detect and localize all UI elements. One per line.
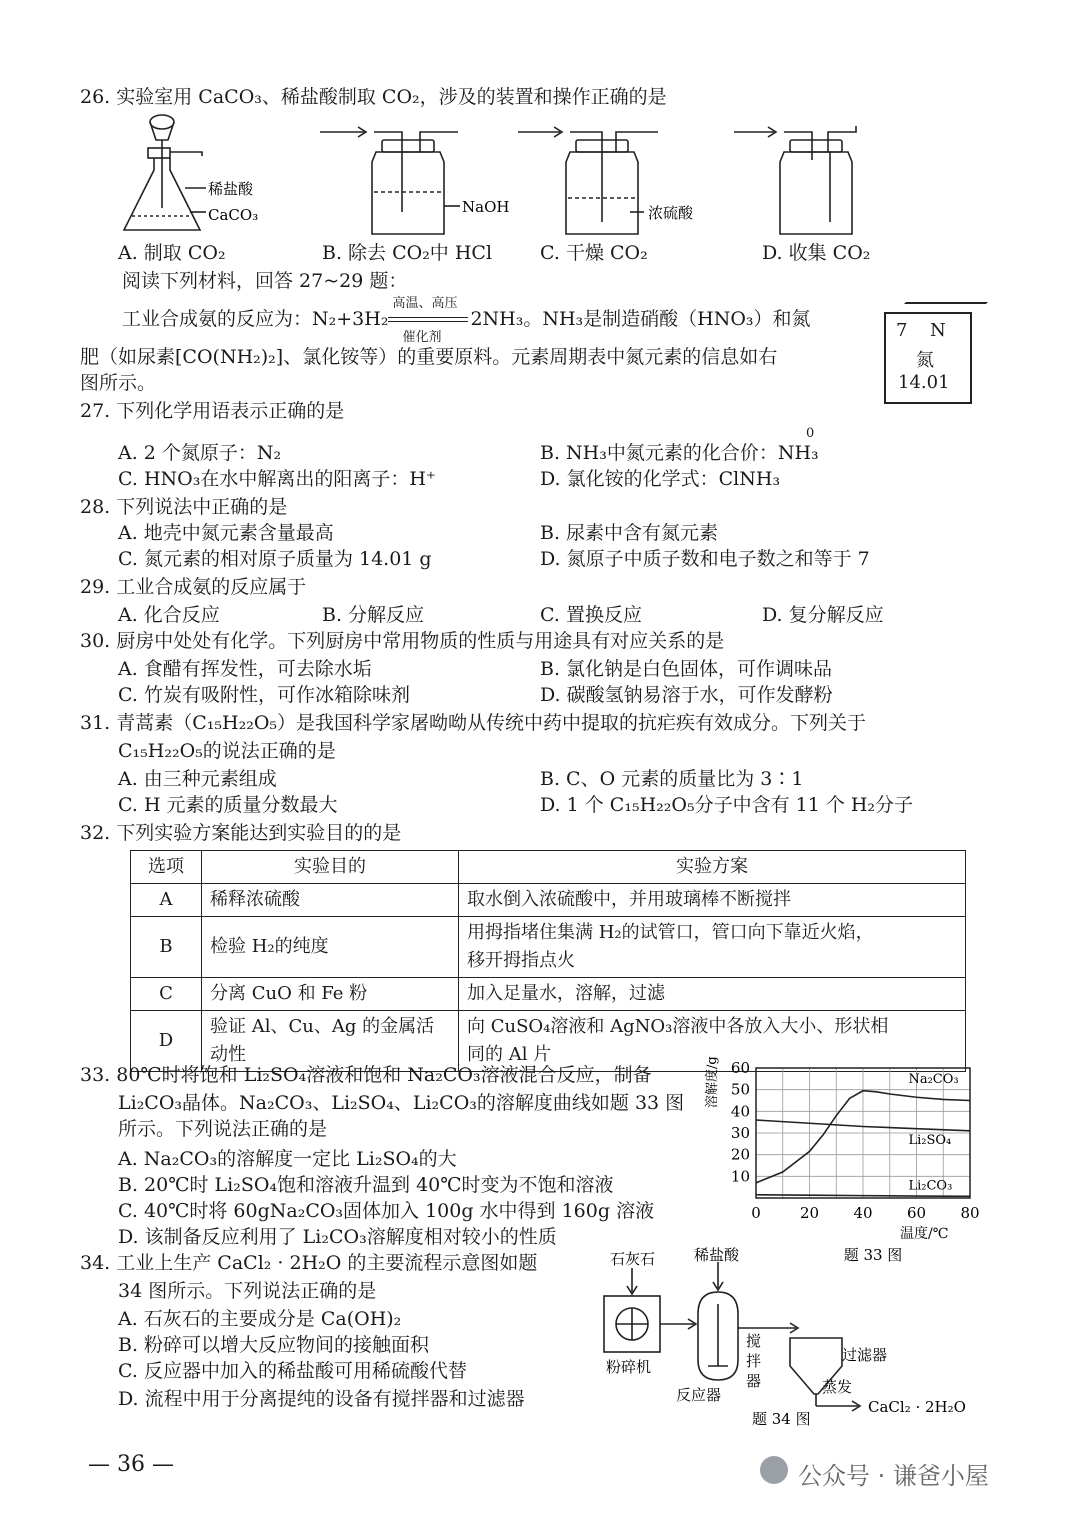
q29-option-d: D. 复分解反应 — [762, 604, 884, 626]
row-c-option: C — [131, 978, 202, 1011]
row-b-goal: 检验 H₂的纯度 — [202, 917, 459, 978]
element-symbol: N — [930, 320, 946, 341]
table-row — [131, 978, 966, 1011]
row-d-plan-line1: 向 CuSO₄溶液和 AgNO₃溶液中各放入大小、形状相 — [467, 1016, 889, 1037]
q31-stem-line1: 31. 青蒿素（C₁₅H₂₂O₅）是我国科学家屠呦呦从传统中药中提取的抗疟疾有效成分。下列关于 — [80, 712, 867, 734]
equation-left: 工业合成氨的反应为：N₂+3H₂ — [122, 308, 389, 330]
y-tick-label: 20 — [730, 1145, 750, 1164]
label-stirrer-2: 拌 — [746, 1352, 762, 1370]
series-label: Na₂CO₃ — [908, 1072, 959, 1088]
row-b-plan-line1: 用拇指堵住集满 H₂的试管口，管口向下靠近火焰， — [467, 922, 874, 943]
row-b-plan-line2: 移开拇指点火 — [467, 950, 575, 971]
y-tick-label: 50 — [730, 1080, 750, 1099]
x-axis-label: 温度/℃ — [900, 1226, 949, 1242]
reading-line1 — [122, 296, 811, 345]
q26-stem: 26. 实验室用 CaCO₃、稀盐酸制取 CO₂，涉及的装置和操作正确的是 — [80, 86, 667, 108]
q33-option-a: A. Na₂CO₃的溶解度一定比 Li₂SO₄的大 — [118, 1148, 457, 1170]
series-line — [756, 1195, 970, 1197]
y-tick-label: 30 — [730, 1124, 750, 1142]
element-mass: 14.01 — [898, 372, 950, 393]
x-tick-label: 0 — [751, 1204, 761, 1222]
q31-stem-line2: C₁₅H₂₂O₅的说法正确的是 — [118, 740, 336, 762]
label-evaporate: 蒸发 — [822, 1378, 853, 1396]
q30-option-b: B. 氯化钠是白色固体，可作调味品 — [540, 658, 833, 680]
q29-stem: 29. 工业合成氨的反应属于 — [80, 576, 307, 598]
header-plan: 实验方案 — [459, 851, 966, 884]
q32-plan-table — [130, 850, 966, 1072]
row-c-plan: 加入足量水，溶解，过滤 — [459, 978, 966, 1011]
q31-option-a: A. 由三种元素组成 — [118, 768, 277, 790]
y-tick-label: 10 — [730, 1167, 750, 1186]
condition-bottom: 催化剂 — [402, 330, 442, 345]
row-d-option: D — [131, 1011, 202, 1072]
reading-line3: 图所示。 — [80, 372, 157, 394]
q33-option-b: B. 20℃时 Li₂SO₄饱和溶液升温到 40℃时变为不饱和溶液 — [118, 1174, 614, 1196]
valence-mark: 0 — [806, 426, 815, 441]
x-tick-label: 60 — [906, 1204, 927, 1222]
q27-option-a: A. 2 个氮原子：N₂ — [118, 442, 282, 464]
wechat-icon — [760, 1456, 788, 1484]
row-d-plan-line2: 同的 Al 片 — [467, 1044, 552, 1065]
reading-intro: 阅读下列材料，回答 27~29 题： — [122, 270, 408, 292]
element-name: 氮 — [916, 350, 934, 371]
reading-line2: 肥（如尿素[CO(NH₂)₂]、氯化铵等）的重要原料。元素周期表中氮元素的信息如右 — [80, 346, 778, 368]
q26-option-d: D. 收集 CO₂ — [762, 242, 871, 264]
label-crusher: 粉碎机 — [606, 1358, 652, 1376]
q34-option-b: B. 粉碎可以增大反应物间的接触面积 — [118, 1334, 430, 1356]
q30-option-a: A. 食醋有挥发性，可去除水垢 — [118, 658, 372, 680]
y-axis-label: 溶解度/g — [705, 1056, 720, 1108]
q26-apparatus-figure — [110, 112, 980, 244]
q26-option-b: B. 除去 CO₂中 HCl — [322, 242, 493, 264]
chart-title: 题 33 图 — [843, 1246, 903, 1264]
q31-option-c: C. H 元素的质量分数最大 — [118, 794, 338, 816]
q33-option-d: D. 该制备反应利用了 Li₂CO₃溶解度相对较小的性质 — [118, 1226, 557, 1248]
q31-option-b: B. C、O 元素的质量比为 3∶1 — [540, 768, 804, 790]
q27-option-d: D. 氯化铵的化学式：ClNH₃ — [540, 468, 781, 490]
q27-option-b: B. NH₃中氮元素的化合价：NH₃ — [540, 442, 819, 464]
label-naoh: NaOH — [462, 198, 510, 216]
equals-line-bottom — [388, 321, 468, 322]
header-goal: 实验目的 — [202, 851, 459, 884]
y-tick-label: 40 — [730, 1102, 750, 1121]
x-tick-label: 20 — [799, 1204, 820, 1222]
row-c-goal: 分离 CuO 和 Fe 粉 — [202, 978, 459, 1011]
q34-flow-diagram — [596, 1248, 986, 1428]
page-number: — 36 — — [88, 1452, 174, 1477]
q28-stem: 28. 下列说法中正确的是 — [80, 496, 288, 518]
q30-option-d: D. 碳酸氢钠易溶于水，可作发酵粉 — [540, 684, 833, 706]
row-d-goal-line1: 验证 Al、Cu、Ag 的金属活 — [210, 1016, 435, 1037]
q32-stem: 32. 下列实验方案能达到实验目的的是 — [80, 822, 402, 844]
series-label: Li₂SO₄ — [908, 1132, 952, 1148]
label-caco3: CaCO₃ — [208, 206, 259, 224]
row-b-option: B — [131, 917, 202, 978]
table-row — [131, 884, 966, 917]
q27-stem: 27. 下列化学用语表示正确的是 — [80, 400, 345, 422]
row-a-goal: 稀释浓硫酸 — [202, 884, 459, 917]
element-number: 7 — [896, 320, 908, 341]
equation-right: 2NH₃。NH₃是制造硝酸（HNO₃）和氮 — [470, 308, 811, 330]
q28-option-a: A. 地壳中氮元素含量最高 — [118, 522, 334, 544]
q34-stem-line1: 34. 工业上生产 CaCl₂ · 2H₂O 的主要流程示意图如题 — [80, 1252, 538, 1274]
q33-stem-line3: 所示。下列说法正确的是 — [118, 1118, 328, 1140]
q33-stem-line2: Li₂CO₃晶体。Na₂CO₃、Li₂SO₄、Li₂CO₃的溶解度曲线如题 33 图 — [118, 1092, 685, 1114]
cube-top-edge — [894, 302, 988, 314]
q31-option-d: D. 1 个 C₁₅H₂₂O₅分子中含有 11 个 H₂分子 — [540, 794, 914, 816]
x-tick-label: 40 — [853, 1204, 873, 1222]
q28-option-c: C. 氮元素的相对原子质量为 14.01 g — [118, 548, 432, 570]
q34-option-d: D. 流程中用于分离提纯的设备有搅拌器和过滤器 — [118, 1388, 525, 1410]
figure-34-caption: 题 34 图 — [752, 1410, 811, 1428]
header-option: 选项 — [131, 851, 202, 884]
q28-option-b: B. 尿素中含有氮元素 — [540, 522, 719, 544]
q29-option-c: C. 置换反应 — [540, 604, 642, 626]
q29-option-b: B. 分解反应 — [322, 604, 425, 626]
label-product: CaCl₂ · 2H₂O — [868, 1398, 966, 1416]
row-d-goal-line2: 动性 — [210, 1044, 246, 1065]
row-a-plan: 取水倒入浓硫酸中，并用玻璃棒不断搅拌 — [459, 884, 966, 917]
row-a-option: A — [131, 884, 202, 917]
label-conc-h2so4: 浓硫酸 — [648, 204, 694, 222]
row-b-plan — [459, 917, 966, 978]
watermark: 公众号 · 谦爸小屋 — [798, 1462, 989, 1490]
q33-option-c: C. 40℃时将 60gNa₂CO₃固体加入 100g 水中得到 160g 溶液 — [118, 1200, 655, 1222]
q26-option-a: A. 制取 CO₂ — [118, 242, 226, 264]
reaction-condition — [388, 296, 470, 345]
table-row — [131, 917, 966, 978]
table-header-row — [131, 851, 966, 884]
nitrogen-element-card — [884, 312, 972, 404]
label-reactor: 反应器 — [676, 1386, 722, 1404]
q28-option-d: D. 氮原子中质子数和电子数之和等于 7 — [540, 548, 870, 570]
label-limestone: 石灰石 — [610, 1250, 656, 1268]
label-dilute-hcl: 稀盐酸 — [208, 180, 254, 198]
q33-stem-line1: 33. 80℃时将饱和 Li₂SO₄溶液和饱和 Na₂CO₃溶液混合反应，制备 — [80, 1064, 652, 1086]
q26-option-c: C. 干燥 CO₂ — [540, 242, 648, 264]
condition-top: 高温、高压 — [392, 296, 458, 311]
q30-stem: 30. 厨房中处处有化学。下列厨房中常用物质的性质与用途具有对应关系的是 — [80, 630, 725, 652]
q30-option-c: C. 竹炭有吸附性，可作冰箱除味剂 — [118, 684, 410, 706]
x-tick-label: 80 — [960, 1204, 980, 1222]
q34-option-a: A. 石灰石的主要成分是 Ca(OH)₂ — [118, 1308, 402, 1330]
label-filter: 过滤器 — [842, 1346, 888, 1364]
q34-option-c: C. 反应器中加入的稀盐酸可用稀硫酸代替 — [118, 1360, 467, 1382]
q29-option-a: A. 化合反应 — [118, 604, 220, 626]
series-label: Li₂CO₃ — [908, 1178, 953, 1194]
y-tick-label: 60 — [730, 1059, 750, 1077]
label-stirrer-3: 器 — [746, 1372, 762, 1390]
q34-stem-line2: 34 图所示。下列说法正确的是 — [118, 1280, 377, 1302]
equals-line-top — [388, 317, 468, 318]
q27-option-c: C. HNO₃在水中解离出的阳离子：H⁺ — [118, 468, 436, 490]
label-dilute-hcl-flow: 稀盐酸 — [694, 1246, 740, 1264]
label-stirrer-1: 搅 — [746, 1332, 762, 1350]
